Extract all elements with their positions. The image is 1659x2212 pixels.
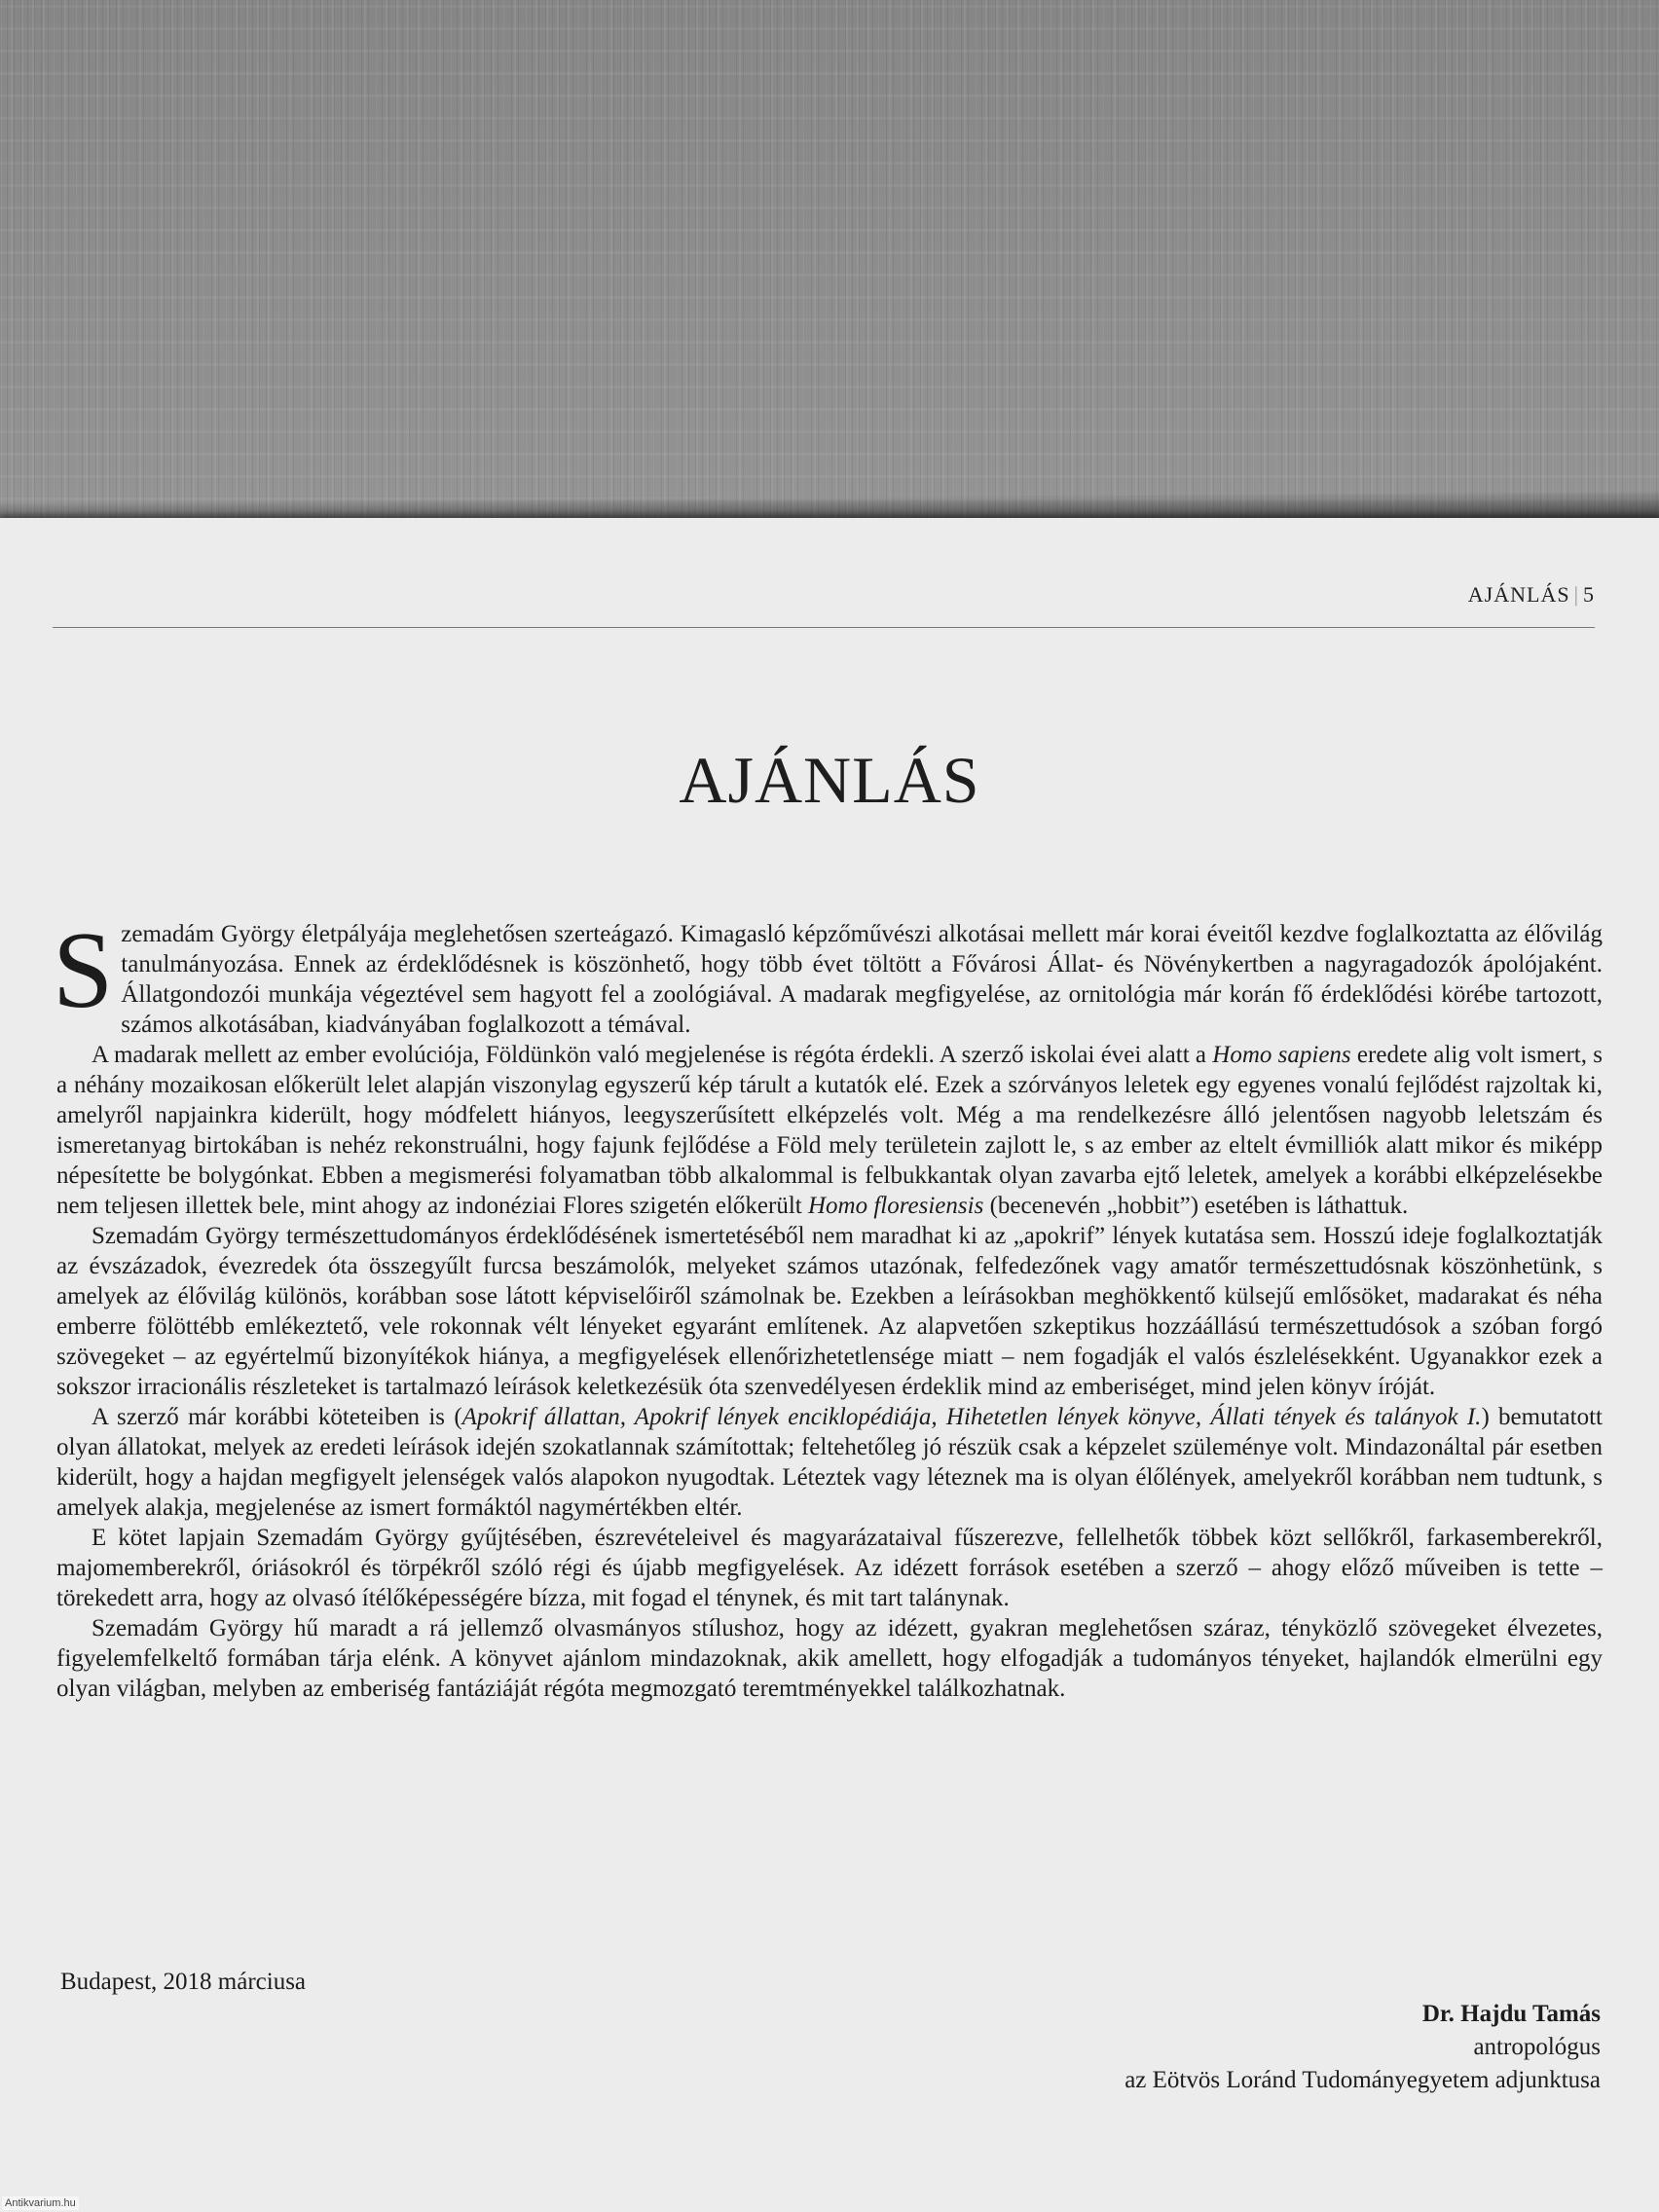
drop-cap: S [53,910,114,1031]
paragraph-2-text-a: A madarak mellett az ember evolúciója, Földünkön való megjelenése is régóta érdekli. A szerző iskolai évei alatt a [92,1042,1213,1068]
paragraph-2-italic-1: Homo sapiens [1212,1042,1351,1068]
signature-block [1124,1998,1601,2097]
header-rule [53,627,1595,628]
paragraph-4-italic: Apokrif állattan, Apokrif lények enciklopédiája, Hihetetlen lények könyve, Állati tények és talányok I. [461,1404,1482,1430]
paragraph-2-italic-2: Homo floresiensis [807,1193,984,1219]
paragraph-1-text: zemadám György életpályája meglehetősen szerteágazó. Kimagasló képzőművészi alkotásai mellett már korai éveitől kezdve foglalkoztatta az élővilág tanulmányozása. Ennek az érdeklődésnek is köszönhető, hogy több évet töltött a Fővárosi Állat- és Növénykertben a nagyragadozók ápolójaként. Állatgondozói munkája végeztével sem hagyott fel a zoológiával. A madarak megfigyelése, az ornitológia már korán fő érdeklődési körébe tartozott, számos alkotásában, kiadványában foglalkozott a témával. [121,921,1603,1038]
signature-name: Dr. Hajdu Tamás [1421,2001,1601,2027]
paragraph-4 [56,1402,1603,1523]
page-title: AJÁNLÁS [679,743,980,817]
body-text [53,910,1603,1704]
paragraph-2-text-b: eredete alig volt ismert, s a néhány mozaikosan előkerült lelet alapján viszonylag egyszerű kép tárult a kutatók elé. Ezek a szórványos leletek egy egyenes vonalú fejlődést rajzoltak ki, amelyről napjainkra kiderült, hogy módfelett hiányos, leegyszerűsített elképzelés volt. Még a ma rendelkezésre álló jelentősen nagyobb leletszám és ismeretanyag birtokában is nehéz rekonstruálni, hogy fajunk fejlődése a Föld mely területein zajlott le, s az ember az eltelt évmilliók alatt mikor és miképp népesítette be bolygónkat. Ebben a megismerési folyamatban több alkalommal is felbukkantak olyan zavarba ejtő leletek, amelyek a korábbi elképzelésekbe nem teljesen illettek bele, mint ahogy az indonéziai Flores szigetén előkerült [56,1042,1603,1219]
running-head-separator: | [1573,582,1579,607]
place-date: Budapest, 2018 márciusa [60,1969,307,1995]
page-number: 5 [1583,582,1595,607]
paragraph-2-text-c: (becenevén „hobbit”) esetében is láthattuk. [983,1193,1409,1219]
paragraph-2 [56,1040,1603,1221]
signature-affiliation: az Eötvös Loránd Tudományegyetem adjunktusa [1124,2067,1601,2093]
running-head [1468,582,1595,608]
paragraph-4-text-b: ) bemutatott olyan állatokat, melyek az eredeti leírások idején szokatlannak számítottak; feltehetőleg jó részük csak a képzelet szüleménye volt. Mindazonáltal pár esetben kiderült, hogy a hajdan megfigyelt jelenségek valós alapokon nyugodtak. Léteztek vagy léteznek ma is olyan élőlények, amelyekről korábban nem tudtunk, s amelyek alakja, megjelenése az ismert formáktól nagymértékben eltér. [56,1404,1603,1521]
table-background [0,0,1659,545]
paragraph-6: Szemadám György hű maradt a rá jellemző olvasmányos stílushoz, hogy az idézett, gyakran meglehetősen száraz, tényközlő szövegeket élvezetes, figyelemfelkeltő formában tárja elénk. A könyvet ajánlom mindazoknak, akik amellett, hogy elfogadják a tudományos tényeket, hajlandók elmerülni egy olyan világban, melyben az emberiség fantáziáját régóta megmozgató teremtményekkel találkozhatnak. [56,1615,1603,1702]
signature-role: antropológus [1473,2034,1601,2060]
book-page [0,518,1659,2212]
paragraph-1 [53,910,1603,1040]
paragraph-3: Szemadám György természettudományos érdeklődésének ismertetéséből nem maradhat ki az „apokrif” lények kutatása sem. Hosszú ideje foglalkoztatják az évszázadok, évezredek óta összegyűlt furcsa beszámolók, melyeket számos utazónak, felfedezőnek vagy amatőr természettudósnak köszönhetünk, s amelyek az élővilág különös, korábban sose látott képviselőiről számolnak be. Ezekben a leírásokban meghökkentő külsejű emlősöket, madarakat és néha emberre fölöttébb emlékeztető, vele rokonnak vélt lényeket egyaránt említenek. Az alapvetően szkeptikus hozzáállású természettudósok a szóban forgó szövegeket – az egyértelmű bizonyítékok hiánya, a megfigyelések ellenőrizhetetlensége miatt – nem fogadják el valós észlelésekként. Ugyanakkor ezek a sokszor irracionális részleteket is tartalmazó leírások keletkezésük óta szenvedélyesen érdeklik mind az emberiséget, mind jelen könyv íróját. [56,1223,1603,1400]
watermark: Antikvarium.hu [2,2196,79,2210]
running-head-section: AJÁNLÁS [1467,582,1570,607]
paragraph-4-text-a: A szerző már korábbi köteteiben is ( [92,1404,462,1430]
paragraph-5: E kötet lapjain Szemadám György gyűjtésében, észrevételeivel és magyarázataival fűszerezve, fellelhetők többek közt sellőkről, farkasemberekről, majomemberekről, óriásokról és törpékről szóló régi és újabb megfigyelések. Az idézett források esetében a szerző – ahogy előző műveiben is tette – törekedett arra, hogy az olvasó ítélőképességére bízza, mit fogad el ténynek, és mit tart talánynak. [56,1525,1603,1611]
